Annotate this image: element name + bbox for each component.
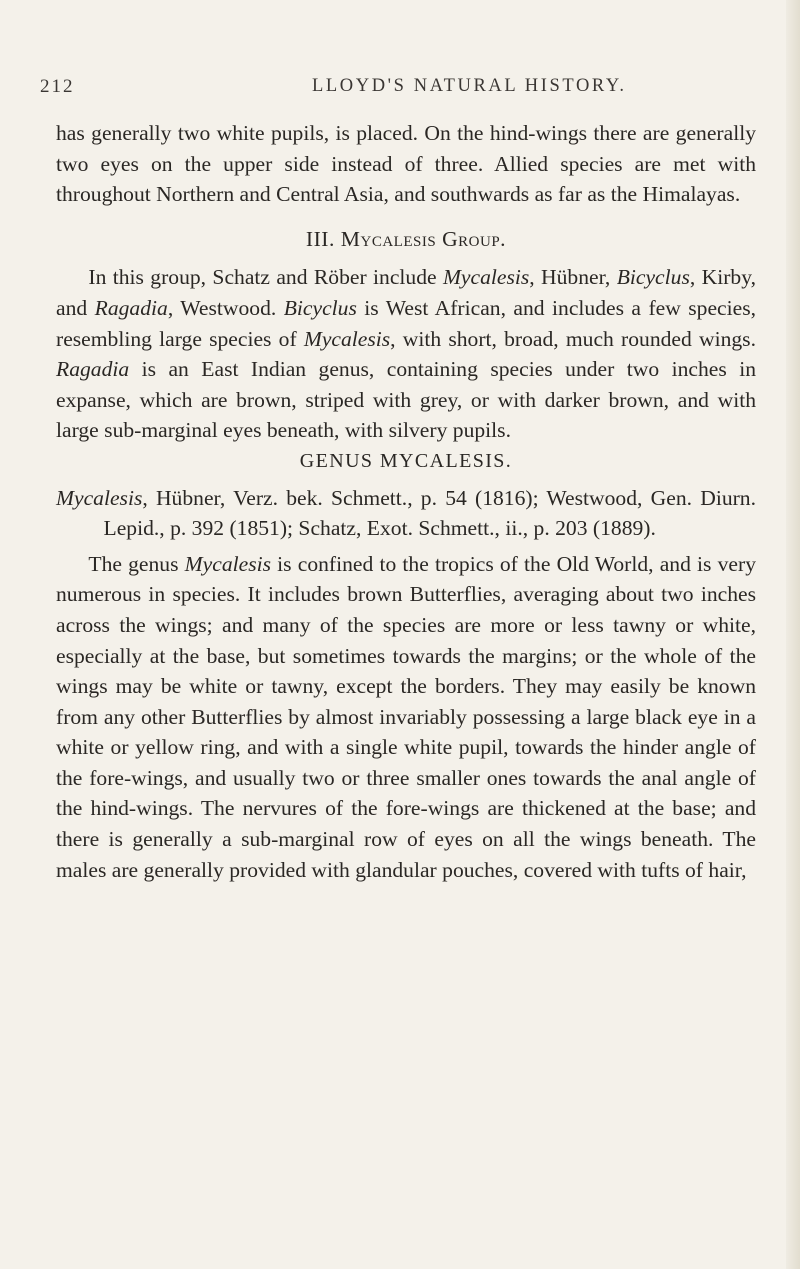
running-head: [0, 76, 800, 102]
section-heading: [56, 224, 756, 255]
paragraph-group-description: In this group, Schatz and Röber include Mycalesis, Hübner, Bicyclus, Kirby, and Ragadia, Westwood. Bicyclus is West African, and includes a few species, resembling large species of Mycalesis, with short, broad, much rounded wings. Ragadia is an East Indian genus, containing species under two inches in expanse, which are brown, striped with grey, or with darker brown, and with large sub-marginal eyes beneath, with silvery pupils.: [56, 265, 757, 443]
genus-heading: GENUS MYCALESIS.: [299, 449, 513, 472]
running-title: LLOYD'S NATURAL HISTORY.: [312, 76, 627, 96]
text-block: [56, 118, 756, 885]
bibliographic-reference: Mycalesis, Hübner, Verz. bek. Schmett., p. 54 (1816); Westwood, Gen. Diurn. Lepid., p. 392 (1851); Schatz, Exot. Schmett., ii., p. 203 (1889).: [56, 485, 756, 541]
section-title: Mycalesis Group.: [340, 226, 507, 251]
page-edge: [786, 0, 800, 1269]
paragraph-genus-description: The genus Mycalesis is confined to the tropics of the Old World, and is very numerous in species. It includes brown Butterflies, averaging about two inches across the wings; and many of the species are more or less tawny or white, especially at the base, but sometimes towards the margins; or the whole of the wings may be white or tawny, except the borders. They may easily be known from any other Butterflies by almost invariably possessing a large black eye in a white or yellow ring, and with a single white pupil, towards the hinder angle of the fore-wings, and usually two or three smaller ones towards the anal angle of the hind-wings. The nervures of the fore-wings are thickened at the base; and there is generally a sub-marginal row of eyes on all the wings beneath. The males are generally provided with glandular pouches, covered with tufts of hair,: [56, 551, 756, 882]
paragraph-continued: has generally two white pupils, is placed. On the hind-wings there are generally two eyes on the upper side instead of three. Allied species are met with throughout Northern and Central Asia, and southwards as far as the Himalayas.: [56, 121, 756, 207]
section-numeral: III.: [305, 226, 335, 251]
page-number: 212: [40, 76, 75, 97]
